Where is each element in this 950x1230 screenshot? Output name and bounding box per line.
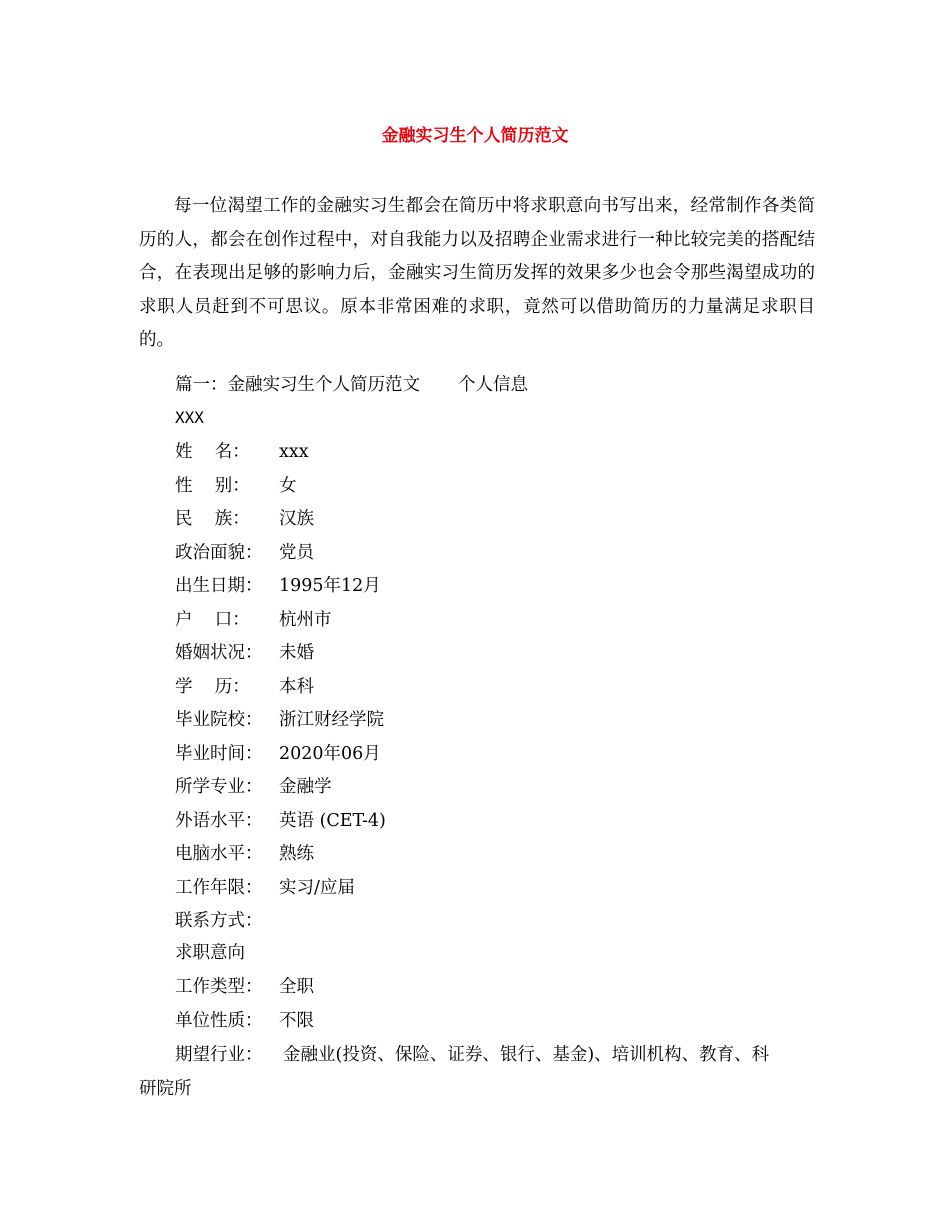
field-label: 户 口： xyxy=(175,609,250,630)
field-value: 女 xyxy=(279,475,297,496)
field-row xyxy=(175,842,314,866)
field-label: 婚姻状况： xyxy=(175,643,263,663)
field-label: 工作类型： xyxy=(175,977,263,997)
name-line: XXX xyxy=(175,408,204,427)
field-label: 期望行业： xyxy=(175,1045,263,1065)
section-heading-line xyxy=(175,373,528,397)
field-value: 金融学 xyxy=(279,777,332,797)
section-subheading: 个人信息 xyxy=(458,375,528,395)
field-value: 浙江财经学院 xyxy=(279,710,384,730)
field-value: 不限 xyxy=(279,1010,314,1031)
field-row xyxy=(175,541,314,565)
industry-line xyxy=(175,1043,769,1067)
field-label: 外语水平： xyxy=(175,810,263,831)
field-label: 性 别： xyxy=(175,475,250,496)
field-row xyxy=(175,574,381,598)
field-value: 本科 xyxy=(279,676,314,697)
job-intent-heading: 求职意向 xyxy=(175,943,245,963)
field-value: 实习/应届 xyxy=(279,877,355,898)
field-row xyxy=(175,708,384,732)
field-row xyxy=(175,775,332,799)
field-row xyxy=(175,474,297,498)
field-label: 民 族： xyxy=(175,509,250,529)
field-value: 党员 xyxy=(279,542,314,563)
field-value: 汉族 xyxy=(279,509,314,529)
field-label: 单位性质： xyxy=(175,1010,263,1031)
field-row xyxy=(175,742,381,766)
field-label: 毕业院校： xyxy=(175,710,263,730)
field-row xyxy=(175,909,279,933)
field-label: 所学专业： xyxy=(175,777,263,797)
field-row xyxy=(175,809,386,833)
field-row xyxy=(175,440,309,464)
field-label: 联系方式： xyxy=(175,911,263,931)
field-value: 1995年12月 xyxy=(279,576,381,596)
field-value: 2020年06月 xyxy=(279,743,381,764)
industry-line-continued: 研院所 xyxy=(139,1079,192,1099)
field-label: 工作年限： xyxy=(175,877,263,898)
field-value: 杭州市 xyxy=(279,609,332,630)
field-value: 英语 (CET-4) xyxy=(279,810,386,831)
field-value: 熟练 xyxy=(279,844,314,864)
field-row xyxy=(175,1009,314,1033)
field-row xyxy=(175,641,314,665)
field-label: 出生日期： xyxy=(175,576,263,596)
field-row xyxy=(175,876,355,900)
field-label: 毕业时间： xyxy=(175,743,263,764)
field-row xyxy=(175,608,332,632)
intro-paragraph: 每一位渴望工作的金融实习生都会在简历中将求职意向书写出来，经常制作各类简历的人，都会在创作过程中，对自我能力以及招聘企业需求进行一种比较完美的搭配结合，在表现出足够的影响力后，金融实习生简历发挥的效果多少也会令那些渴望成功的求职人员赶到不可思议。原本非常困难的求职，竟然可以借助简历的力量满足求职目的。 xyxy=(139,196,815,351)
field-value: 未婚 xyxy=(279,643,314,663)
field-value: 金融业(投资、保险、证券、银行、基金)、培训机构、教育、科 xyxy=(283,1045,770,1065)
field-label: 电脑水平： xyxy=(175,844,263,864)
field-row xyxy=(175,975,314,999)
field-label: 姓 名： xyxy=(175,442,250,462)
document-title: 金融实习生个人简历范文 xyxy=(381,126,569,146)
field-row xyxy=(175,507,314,531)
field-label: 学 历： xyxy=(175,676,250,697)
field-row xyxy=(175,675,314,699)
section-heading: 篇一：金融实习生个人简历范文 xyxy=(175,375,420,395)
field-label: 政治面貌： xyxy=(175,542,263,563)
field-value: 全职 xyxy=(279,977,314,997)
field-value: xxx xyxy=(279,442,309,462)
